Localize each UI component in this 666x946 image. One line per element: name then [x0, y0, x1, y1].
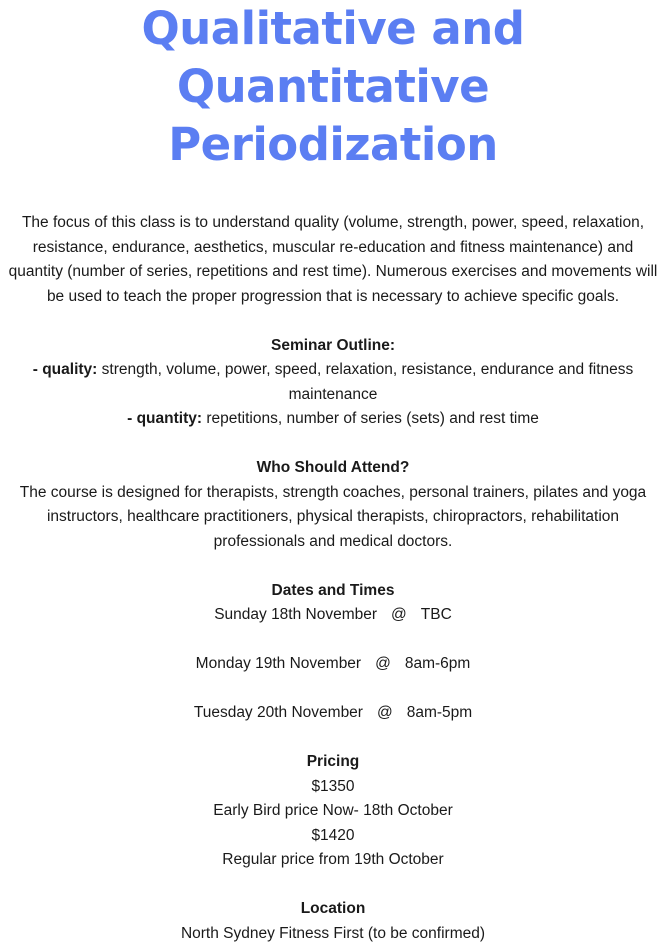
dates-times-heading: Dates and Times	[6, 579, 660, 604]
spacer	[6, 873, 660, 898]
intro-paragraph: The focus of this class is to understand quality (volume, strength, power, speed, relaxation, resistance, endurance, aesthetics, muscular re-education and fitness maintenance) and quantity (number of series, repetitions and rest time). Numerous exercises and movements will be used to teach the proper progression that is necessary to achieve specific goals.	[6, 211, 660, 309]
dates-times-section	[6, 579, 660, 726]
location-heading: Location	[6, 897, 660, 922]
spacer	[6, 628, 660, 653]
who-should-attend-text: The course is designed for therapists, strength coaches, personal trainers, pilates and yoga instructors, healthcare practitioners, physical therapists, chiropractors, rehabilitation professionals and medical doctors.	[6, 481, 660, 555]
quality-text: strength, volume, power, speed, relaxation, resistance, endurance and fitness maintenance	[97, 361, 633, 403]
at-sign: @	[375, 652, 391, 677]
page-title-line-1: Qualitative and	[6, 0, 660, 58]
quality-label: - quality:	[33, 361, 98, 378]
at-sign: @	[391, 603, 407, 628]
date-day: Tuesday 20th November	[194, 704, 363, 721]
date-time: 8am-5pm	[407, 704, 472, 721]
early-bird-label: Early Bird price Now- 18th October	[6, 799, 660, 824]
page-title	[6, 0, 660, 174]
who-should-attend-heading: Who Should Attend?	[6, 456, 660, 481]
location-text: North Sydney Fitness First (to be confirmed)	[6, 922, 660, 946]
regular-price-label: Regular price from 19th October	[6, 848, 660, 873]
quantity-label: - quantity:	[127, 410, 202, 427]
date-time: TBC	[421, 606, 452, 623]
spacer	[6, 726, 660, 751]
page-title-line-2: Quantitative Periodization	[6, 58, 660, 174]
pricing-heading: Pricing	[6, 750, 660, 775]
date-time: 8am-6pm	[405, 655, 470, 672]
location-section	[6, 897, 660, 946]
quantity-text: repetitions, number of series (sets) and rest time	[202, 410, 539, 427]
spacer	[6, 432, 660, 457]
date-row-monday	[6, 652, 660, 677]
early-bird-price: $1350	[6, 775, 660, 800]
spacer	[6, 677, 660, 702]
quality-item	[6, 358, 660, 407]
date-day: Sunday 18th November	[214, 606, 377, 623]
regular-price: $1420	[6, 824, 660, 849]
at-sign: @	[377, 701, 393, 726]
pricing-section	[6, 750, 660, 873]
who-should-attend-section	[6, 456, 660, 554]
quantity-item	[6, 407, 660, 432]
spacer	[6, 309, 660, 334]
date-row-sunday	[6, 603, 660, 628]
seminar-outline-section	[6, 334, 660, 432]
date-row-tuesday	[6, 701, 660, 726]
seminar-outline-heading: Seminar Outline:	[6, 334, 660, 359]
spacer	[6, 554, 660, 579]
date-day: Monday 19th November	[196, 655, 361, 672]
